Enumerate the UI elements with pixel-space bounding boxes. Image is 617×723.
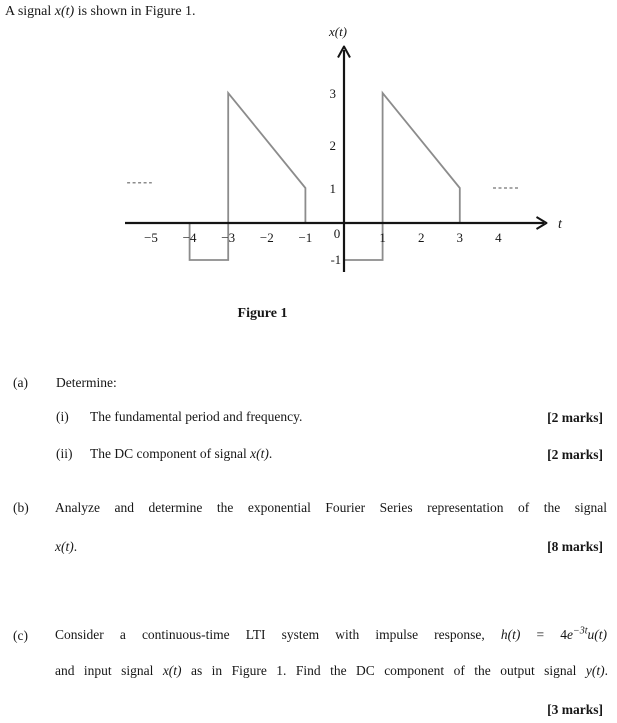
a-ii-post: .: [268, 446, 273, 461]
c-math-ut: u(t): [587, 627, 607, 642]
figure-caption: Figure 1: [237, 306, 288, 321]
x-tick-label: −1: [298, 230, 313, 245]
b-math-xt: x(t): [55, 539, 74, 554]
c-line2-mid: as in Figure 1. Find the DC component of the output signal: [181, 663, 586, 678]
x-tick-label: 0: [333, 226, 341, 241]
question-c-marks: [3 marks]: [547, 702, 603, 717]
c-line1-eq: = 4: [520, 627, 567, 642]
x-tick-label: −3: [221, 230, 236, 245]
y-axis-label: x(t): [328, 24, 348, 39]
c-line2-post: .: [604, 663, 608, 678]
b-line2-post: .: [73, 539, 78, 554]
statement-math-xt: x(t): [54, 4, 75, 19]
signal-segment: [190, 93, 306, 260]
a-ii-pre: The DC component of signal: [90, 446, 251, 461]
x-tick-label: 4: [495, 230, 502, 245]
question-b-line1: Analyze and determine the exponential Fourier Series representation of the signal: [55, 500, 607, 515]
c-math-xt: x(t): [162, 663, 182, 678]
y-tick-label-negative-one: -1: [330, 253, 341, 267]
x-tick-label: −5: [144, 230, 158, 245]
c-line1-pre: Consider a continuous-time LTI system with impulse response,: [55, 627, 501, 642]
c-math-ht: h(t): [500, 627, 521, 642]
y-tick-label: 3: [329, 86, 336, 101]
signal-segment: [344, 93, 460, 260]
statement-post: is shown in Figure 1.: [74, 4, 196, 19]
x-tick-label: −4: [182, 230, 197, 245]
question-c-label: (c): [13, 628, 28, 643]
question-a-i-label: (i): [56, 409, 69, 424]
question-a-heading: Determine:: [56, 375, 117, 390]
question-a-label: (a): [13, 375, 28, 390]
statement-pre: A signal: [5, 4, 55, 19]
c-math-exponent: −3t: [572, 625, 588, 637]
question-b-marks: [8 marks]: [547, 539, 603, 554]
x-tick-label: 2: [417, 230, 425, 245]
question-a-ii-label: (ii): [56, 446, 73, 461]
ticks-layer: [144, 86, 502, 267]
question-c-line1: [55, 626, 607, 644]
question-a-ii-text: [90, 445, 272, 463]
x-tick-label: −2: [259, 230, 274, 245]
y-tick-label: 2: [329, 138, 336, 153]
x-tick-label: 1: [379, 230, 386, 245]
x-axis-label: t: [558, 217, 562, 232]
question-c-line2: [55, 662, 608, 680]
y-tick-label: 1: [329, 181, 336, 196]
c-line2-pre: and input signal: [55, 663, 163, 678]
question-a-i-text: The fundamental period and frequency.: [90, 409, 303, 424]
c-math-e: e: [566, 627, 573, 642]
question-b-label: (b): [13, 500, 29, 515]
question-a-i-marks: [2 marks]: [547, 410, 603, 425]
x-tick-label: 3: [456, 230, 464, 245]
c-math-yt: y(t): [585, 663, 605, 678]
question-b-line2: [55, 538, 77, 556]
question-a-ii-marks: [2 marks]: [547, 447, 603, 462]
a-ii-math-xt: x(t): [250, 446, 269, 461]
